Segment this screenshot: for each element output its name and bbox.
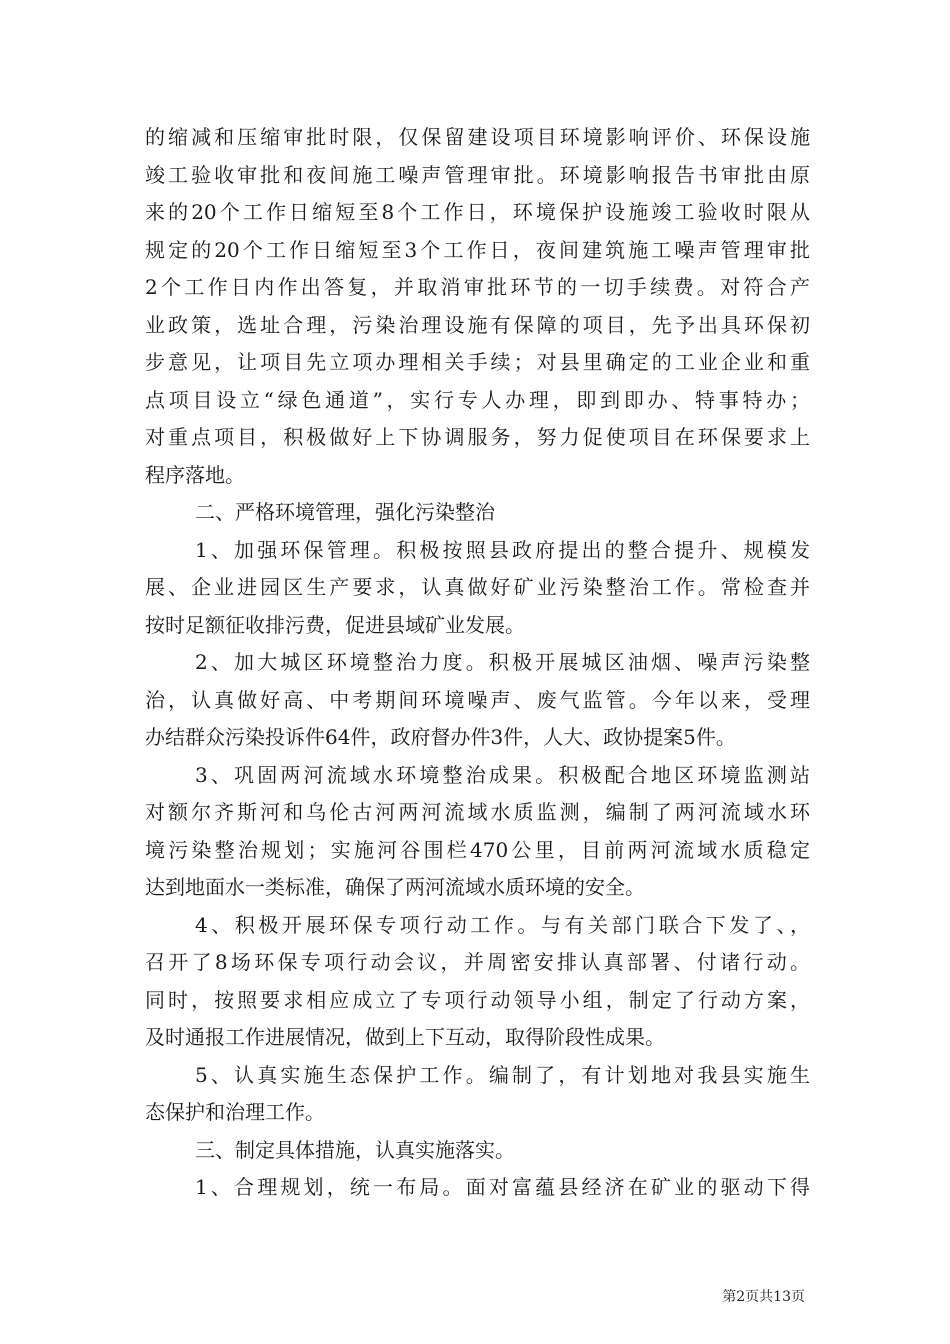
- text-line: 同时，按照要求相应成立了专项行动领导小组，制定了行动方案，: [145, 987, 810, 1012]
- page-number: 第2页共13页: [722, 1289, 805, 1305]
- text-line: 的缩减和压缩审批时限，仅保留建设项目环境影响评价、环保设施: [145, 125, 810, 149]
- text-line: 3、巩固两河流域水环境整治成果。积极配合地区环境监测站: [195, 762, 810, 787]
- text-line: 业政策，选址合理，污染治理设施有保障的项目，先予出具环保初: [145, 312, 810, 337]
- body-text: [145, 119, 810, 1207]
- text-line: 1、合理规划，统一布局。面对富蕴县经济在矿业的驱动下得: [195, 1175, 810, 1199]
- text-line: 1、加强环保管理。积极按照县政府提出的整合提升、规模发: [195, 537, 810, 562]
- text-line: 规定的20个工作日缩短至3个工作日，夜间建筑施工噪声管理审批: [145, 237, 810, 262]
- text-line: 境污染整治规划；实施河谷围栏470公里，目前两河流域水质稳定: [145, 837, 810, 862]
- text-line: 5、认真实施生态保护工作。编制了，有计划地对我县实施生: [195, 1062, 810, 1087]
- text-line: 展、企业进园区生产要求，认真做好矿业污染整治工作。常检查并: [145, 575, 810, 599]
- text-line: 达到地面水一类标准，确保了两河流域水质环境的安全。: [145, 875, 645, 899]
- text-line: 2个工作日内作出答复，并取消审批环节的一切手续费。对符合产: [145, 275, 810, 299]
- text-line: 对额尔齐斯河和乌伦古河两河流域水质监测，编制了两河流域水环: [145, 800, 810, 824]
- text-line: 点项目设立“绿色通道”，实行专人办理，即到即办、特事特办；: [145, 387, 810, 412]
- text-line: 来的20个工作日缩短至8个工作日，环境保护设施竣工验收时限从: [145, 200, 810, 224]
- text-line: 4、积极开展环保专项行动工作。与有关部门联合下发了、，: [195, 912, 810, 937]
- text-line: 办结群众污染投诉件64件，政府督办件3件，人大、政协提案5件。: [145, 725, 736, 749]
- text-line: 治，认真做好高、中考期间环境噪声、废气监管。今年以来，受理: [145, 687, 810, 712]
- text-line: 召开了8场环保专项行动会议，并周密安排认真部署、付诸行动。: [145, 950, 810, 974]
- text-line: 步意见，让项目先立项办理相关手续；对县里确定的工业企业和重: [145, 350, 810, 374]
- section-heading: 三、制定具体措施，认真实施落实。: [195, 1137, 515, 1162]
- text-line: 及时通报工作进展情况，做到上下互动，取得阶段性成果。: [145, 1025, 665, 1049]
- section-heading: 二、严格环境管理，强化污染整治: [195, 500, 495, 524]
- text-line: 对重点项目，积极做好上下协调服务，努力促使项目在环保要求上: [145, 425, 810, 449]
- text-line: 2、加大城区环境整治力度。积极开展城区油烟、噪声污染整: [195, 650, 810, 674]
- text-line: 态保护和治理工作。: [145, 1100, 325, 1124]
- text-line: 竣工验收审批和夜间施工噪声管理审批。环境影响报告书审批由原: [145, 162, 810, 187]
- text-line: 按时足额征收排污费，促进县域矿业发展。: [145, 612, 525, 637]
- text-line: 程序落地。: [145, 462, 245, 487]
